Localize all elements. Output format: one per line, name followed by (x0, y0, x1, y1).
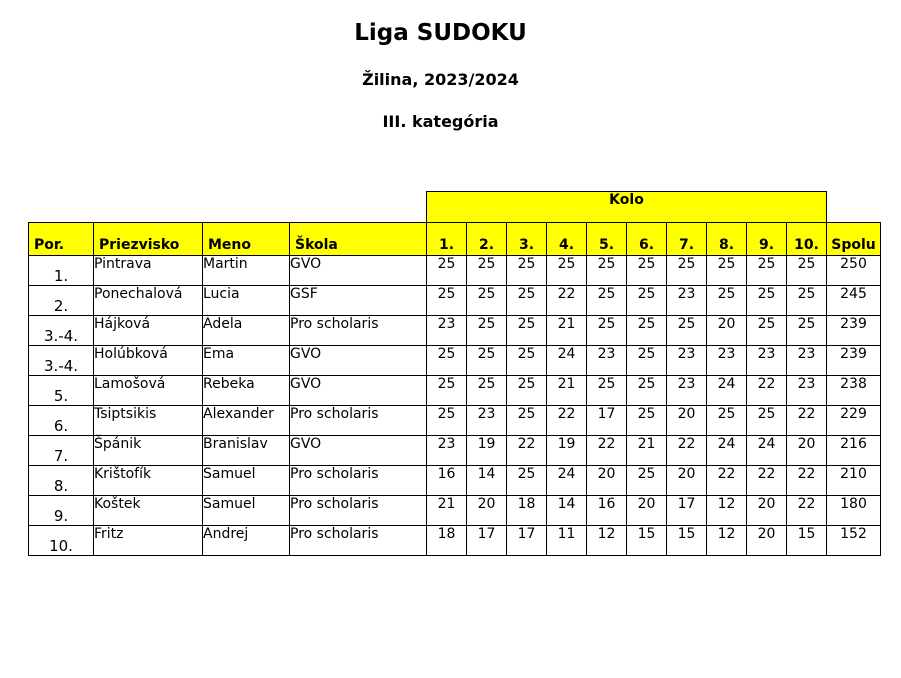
surname-cell: Hájková (94, 316, 203, 346)
first-name-cell: Rebeka (203, 376, 290, 406)
round-score-cell: 25 (467, 346, 507, 376)
school-cell: Pro scholaris (290, 526, 427, 556)
round-score-cell: 25 (467, 376, 507, 406)
rank-cell: 6. (29, 406, 94, 436)
round-score-cell: 24 (707, 436, 747, 466)
round-score-cell: 22 (547, 406, 587, 436)
page-title: Liga SUDOKU (354, 20, 527, 46)
rank-cell: 3.-4. (29, 316, 94, 346)
round-score-cell: 25 (507, 376, 547, 406)
round-score-cell: 23 (667, 346, 707, 376)
round-score-cell: 25 (787, 256, 827, 286)
round-score-cell: 24 (547, 466, 587, 496)
first-name-cell: Lucia (203, 286, 290, 316)
header-priezvisko: Priezvisko (94, 223, 203, 256)
round-score-cell: 21 (627, 436, 667, 466)
school-cell: GVO (290, 436, 427, 466)
round-score-cell: 25 (667, 316, 707, 346)
round-score-cell: 16 (427, 466, 467, 496)
total-cell: 229 (827, 406, 881, 436)
header-round-5: 5. (587, 223, 627, 256)
first-name-cell: Samuel (203, 496, 290, 526)
surname-cell: Krištofík (94, 466, 203, 496)
surname-cell: Lamošová (94, 376, 203, 406)
round-score-cell: 15 (787, 526, 827, 556)
round-score-cell: 17 (467, 526, 507, 556)
first-name-cell: Martin (203, 256, 290, 286)
rank-cell: 1. (29, 256, 94, 286)
round-score-cell: 24 (547, 346, 587, 376)
round-score-cell: 25 (507, 406, 547, 436)
round-score-cell: 25 (747, 316, 787, 346)
round-score-cell: 14 (547, 496, 587, 526)
school-cell: Pro scholaris (290, 496, 427, 526)
surname-cell: Holúbková (94, 346, 203, 376)
round-score-cell: 20 (787, 436, 827, 466)
round-score-cell: 22 (747, 466, 787, 496)
round-score-cell: 19 (547, 436, 587, 466)
blank-cell (29, 192, 427, 223)
round-score-cell: 25 (507, 256, 547, 286)
rank-cell: 5. (29, 376, 94, 406)
header-round-3: 3. (507, 223, 547, 256)
round-score-cell: 25 (427, 346, 467, 376)
round-score-cell: 22 (667, 436, 707, 466)
rank-cell: 10. (29, 526, 94, 556)
round-score-cell: 25 (427, 376, 467, 406)
header-round-8: 8. (707, 223, 747, 256)
rank-cell: 8. (29, 466, 94, 496)
page-subtitle: Žilina, 2023/2024 (362, 70, 519, 89)
school-cell: GVO (290, 256, 427, 286)
round-score-cell: 15 (627, 526, 667, 556)
table-row (29, 436, 881, 466)
round-score-cell: 24 (707, 376, 747, 406)
school-cell: GSF (290, 286, 427, 316)
round-score-cell: 25 (627, 376, 667, 406)
header-round-2: 2. (467, 223, 507, 256)
round-score-cell: 17 (587, 406, 627, 436)
round-score-cell: 23 (787, 346, 827, 376)
table-row (29, 256, 881, 286)
round-score-cell: 25 (507, 286, 547, 316)
surname-cell: Ponechalová (94, 286, 203, 316)
results-body (29, 256, 881, 556)
round-score-cell: 23 (787, 376, 827, 406)
surname-cell: Fritz (94, 526, 203, 556)
total-cell: 239 (827, 346, 881, 376)
table-row (29, 376, 881, 406)
header-round-4: 4. (547, 223, 587, 256)
blank-cell (827, 192, 881, 223)
round-score-cell: 20 (747, 496, 787, 526)
round-score-cell: 22 (707, 466, 747, 496)
round-group-row (29, 192, 881, 223)
rank-cell: 7. (29, 436, 94, 466)
results-table (28, 191, 881, 556)
round-score-cell: 25 (507, 316, 547, 346)
round-score-cell: 25 (747, 286, 787, 316)
header-round-10: 10. (787, 223, 827, 256)
rank-cell: 3.-4. (29, 346, 94, 376)
round-score-cell: 25 (707, 256, 747, 286)
round-score-cell: 17 (667, 496, 707, 526)
round-score-cell: 25 (707, 286, 747, 316)
round-score-cell: 25 (627, 286, 667, 316)
first-name-cell: Alexander (203, 406, 290, 436)
first-name-cell: Ema (203, 346, 290, 376)
table-row (29, 406, 881, 436)
round-score-cell: 22 (787, 406, 827, 436)
total-cell: 245 (827, 286, 881, 316)
round-score-cell: 20 (467, 496, 507, 526)
round-score-cell: 25 (467, 316, 507, 346)
round-score-cell: 19 (467, 436, 507, 466)
round-score-cell: 23 (667, 376, 707, 406)
total-cell: 152 (827, 526, 881, 556)
round-score-cell: 20 (627, 496, 667, 526)
round-score-cell: 25 (547, 256, 587, 286)
round-score-cell: 12 (707, 496, 747, 526)
rank-cell: 9. (29, 496, 94, 526)
round-score-cell: 25 (587, 376, 627, 406)
round-score-cell: 25 (627, 256, 667, 286)
round-score-cell: 23 (587, 346, 627, 376)
round-score-cell: 25 (507, 466, 547, 496)
round-score-cell: 25 (627, 346, 667, 376)
round-score-cell: 20 (587, 466, 627, 496)
round-score-cell: 25 (707, 406, 747, 436)
total-cell: 216 (827, 436, 881, 466)
round-score-cell: 25 (427, 256, 467, 286)
round-score-cell: 18 (507, 496, 547, 526)
total-cell: 238 (827, 376, 881, 406)
round-score-cell: 20 (707, 316, 747, 346)
round-score-cell: 23 (707, 346, 747, 376)
round-score-cell: 20 (747, 526, 787, 556)
header-row (29, 223, 881, 256)
round-score-cell: 25 (787, 316, 827, 346)
round-score-cell: 25 (467, 286, 507, 316)
round-score-cell: 25 (427, 406, 467, 436)
round-score-cell: 23 (427, 436, 467, 466)
school-cell: Pro scholaris (290, 316, 427, 346)
round-score-cell: 25 (627, 466, 667, 496)
school-cell: Pro scholaris (290, 406, 427, 436)
table-row (29, 286, 881, 316)
round-score-cell: 22 (747, 376, 787, 406)
header-spolu: Spolu (827, 223, 881, 256)
round-score-cell: 20 (667, 466, 707, 496)
round-score-cell: 23 (427, 316, 467, 346)
round-score-cell: 22 (787, 466, 827, 496)
round-score-cell: 21 (427, 496, 467, 526)
table-row (29, 526, 881, 556)
round-score-cell: 22 (507, 436, 547, 466)
round-score-cell: 22 (547, 286, 587, 316)
first-name-cell: Branislav (203, 436, 290, 466)
table-row (29, 346, 881, 376)
round-score-cell: 18 (427, 526, 467, 556)
round-score-cell: 25 (747, 406, 787, 436)
table-row (29, 466, 881, 496)
round-score-cell: 25 (587, 256, 627, 286)
round-score-cell: 25 (667, 256, 707, 286)
round-score-cell: 25 (427, 286, 467, 316)
header-por: Por. (29, 223, 94, 256)
round-score-cell: 23 (467, 406, 507, 436)
surname-cell: Špánik (94, 436, 203, 466)
school-cell: Pro scholaris (290, 466, 427, 496)
round-score-cell: 15 (667, 526, 707, 556)
header-meno: Meno (203, 223, 290, 256)
round-score-cell: 22 (787, 496, 827, 526)
round-group-header: Kolo (427, 192, 827, 223)
rank-cell: 2. (29, 286, 94, 316)
surname-cell: Tsiptsikis (94, 406, 203, 436)
total-cell: 210 (827, 466, 881, 496)
school-cell: GVO (290, 376, 427, 406)
header-skola: Škola (290, 223, 427, 256)
round-score-cell: 22 (587, 436, 627, 466)
round-score-cell: 17 (507, 526, 547, 556)
round-score-cell: 12 (587, 526, 627, 556)
round-score-cell: 23 (747, 346, 787, 376)
round-score-cell: 25 (587, 316, 627, 346)
round-score-cell: 25 (467, 256, 507, 286)
header-round-6: 6. (627, 223, 667, 256)
total-cell: 180 (827, 496, 881, 526)
school-cell: GVO (290, 346, 427, 376)
round-score-cell: 24 (747, 436, 787, 466)
round-score-cell: 23 (667, 286, 707, 316)
round-score-cell: 25 (587, 286, 627, 316)
surname-cell: Koštek (94, 496, 203, 526)
round-score-cell: 25 (507, 346, 547, 376)
round-score-cell: 12 (707, 526, 747, 556)
surname-cell: Pintrava (94, 256, 203, 286)
round-score-cell: 21 (547, 316, 587, 346)
first-name-cell: Andrej (203, 526, 290, 556)
table-row (29, 496, 881, 526)
first-name-cell: Samuel (203, 466, 290, 496)
first-name-cell: Adela (203, 316, 290, 346)
round-score-cell: 20 (667, 406, 707, 436)
round-score-cell: 25 (627, 316, 667, 346)
round-score-cell: 25 (747, 256, 787, 286)
category-title: III. kategória (382, 112, 499, 131)
total-cell: 239 (827, 316, 881, 346)
table-row (29, 316, 881, 346)
round-score-cell: 14 (467, 466, 507, 496)
round-score-cell: 16 (587, 496, 627, 526)
round-score-cell: 25 (787, 286, 827, 316)
round-score-cell: 25 (627, 406, 667, 436)
header-round-1: 1. (427, 223, 467, 256)
round-score-cell: 11 (547, 526, 587, 556)
round-score-cell: 21 (547, 376, 587, 406)
header-round-9: 9. (747, 223, 787, 256)
header-round-7: 7. (667, 223, 707, 256)
total-cell: 250 (827, 256, 881, 286)
